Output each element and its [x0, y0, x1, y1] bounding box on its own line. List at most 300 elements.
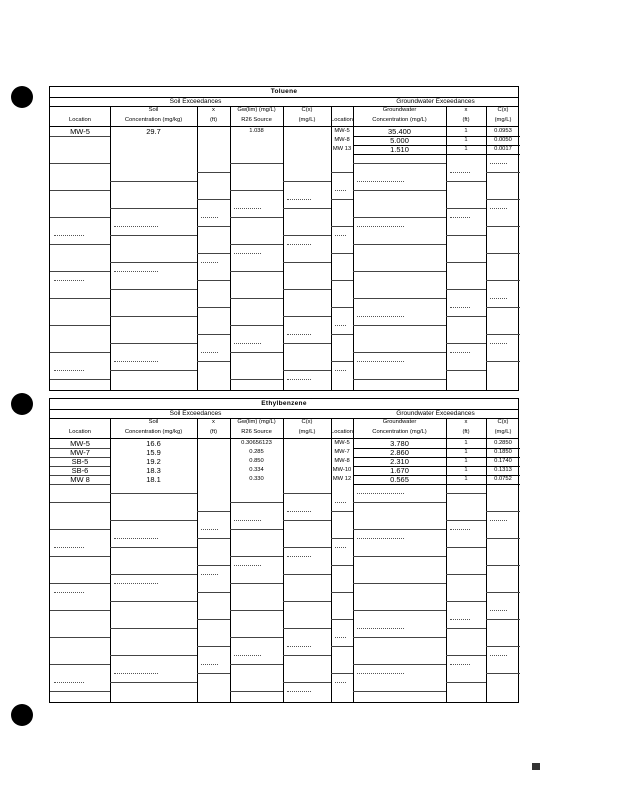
grid-rule [353, 556, 446, 557]
grid-rule [353, 664, 446, 665]
grid-rule-faint [201, 262, 218, 263]
grid-rule [283, 262, 331, 263]
grid-rule [230, 325, 283, 326]
grid-rule [50, 379, 110, 380]
grid-rule [283, 547, 331, 548]
grid-rule [331, 334, 353, 335]
grid-rule [110, 181, 197, 182]
grid-rule [486, 334, 520, 335]
grid-rule [331, 226, 353, 227]
soil-concentration-cell: 18.3 [146, 466, 161, 475]
gw-distance-cell: 1 [464, 458, 468, 464]
column-header-sub: (mg/L) [298, 429, 316, 435]
column-header: Gw(lim) (mg/L) [237, 419, 276, 425]
grid-rule-faint [114, 673, 158, 674]
grid-rule-faint [234, 253, 261, 254]
grid-rule [353, 352, 446, 353]
grid-rule [446, 181, 486, 182]
grid-rule [331, 673, 353, 674]
grid-rule-faint [490, 163, 507, 164]
gw-concentration-cell: 1.670 [390, 466, 409, 475]
grid-rule-faint [54, 370, 84, 371]
grid-rule [230, 217, 283, 218]
grid-rule-faint [450, 619, 470, 620]
grid-rule-faint [490, 655, 507, 656]
column-header-sub: Concentration (mg/L) [372, 429, 427, 435]
gw-location-cell: MW-5 [334, 440, 350, 446]
grid-rule-faint [450, 529, 470, 530]
grid-rule [230, 190, 283, 191]
column-header: C(x) [497, 419, 509, 425]
grid-rule [353, 610, 446, 611]
grid-rule [283, 235, 331, 236]
gw-location-cell: MW 13 [332, 146, 352, 152]
table-title: Ethylbenzene [261, 400, 307, 407]
grid-rule [446, 547, 486, 548]
column-header-sub: (mg/L) [494, 117, 512, 123]
grid-rule [446, 262, 486, 263]
soil-location-cell: SB-6 [71, 466, 89, 475]
grid-rule-faint [335, 682, 346, 683]
grid-rule [331, 307, 353, 308]
grid-rule [283, 655, 331, 656]
column-header-sub: (ft) [209, 117, 218, 123]
gw-cx-cell: 0.1740 [494, 458, 512, 464]
grid-rule-faint [287, 511, 311, 512]
binder-hole-top [11, 86, 33, 108]
column-header-sub: R26 Source [241, 429, 272, 435]
gw-concentration-cell: 3.780 [390, 439, 409, 448]
gw-cx-cell: 0.0017 [494, 146, 512, 152]
grid-rule [283, 316, 331, 317]
grid-rule-faint [287, 556, 311, 557]
gw-cx-cell: 0.0953 [494, 128, 512, 134]
grid-rule-faint [201, 664, 218, 665]
grid-rule [230, 529, 283, 530]
grid-rule-faint [450, 307, 470, 308]
section-rule [50, 106, 518, 107]
grid-rule-faint [234, 565, 261, 566]
grid-rule-faint [490, 298, 507, 299]
grid-rule [197, 619, 230, 620]
gw-concentration-cell: 35.400 [388, 127, 411, 136]
grid-rule [353, 637, 446, 638]
row-rule [353, 484, 520, 485]
grid-rule-faint [450, 664, 470, 665]
grid-rule [230, 502, 283, 503]
grid-rule [50, 352, 110, 353]
column-header-soil-location: Location [69, 117, 91, 123]
gw-distance-cell: 1 [464, 476, 468, 482]
column-header-sub: Concentration (mg/kg) [124, 429, 183, 435]
row-rule [353, 154, 520, 155]
grid-rule [331, 172, 353, 173]
section-rule [50, 418, 518, 419]
grid-rule [446, 655, 486, 656]
grid-rule [486, 253, 520, 254]
grid-rule-faint [490, 208, 507, 209]
grid-rule-faint [114, 538, 158, 539]
grid-rule-faint [234, 520, 261, 521]
grid-rule [486, 199, 520, 200]
column-header: x [212, 107, 215, 113]
grid-rule-faint [490, 610, 507, 611]
table-title: Toluene [270, 88, 298, 95]
grid-rule-faint [490, 520, 507, 521]
binder-hole-middle [11, 393, 33, 415]
grid-rule [50, 691, 110, 692]
gw-location-cell: MW-7 [334, 449, 350, 455]
grid-rule [110, 262, 197, 263]
soil-concentration-cell: 29.7 [146, 127, 161, 136]
grid-rule-faint [335, 637, 346, 638]
grid-rule [331, 361, 353, 362]
grid-rule [486, 646, 520, 647]
gw-limit-cell: 1.038 [249, 128, 264, 134]
grid-rule [353, 190, 446, 191]
grid-rule [353, 583, 446, 584]
grid-rule-faint [54, 235, 84, 236]
gw-location-cell: MW 12 [332, 476, 352, 482]
grid-rule [197, 199, 230, 200]
column-header: C(x) [301, 107, 313, 113]
grid-rule [446, 343, 486, 344]
grid-rule [230, 691, 283, 692]
gw-concentration-cell: 0.565 [390, 475, 409, 484]
grid-rule-faint [490, 343, 507, 344]
grid-rule [110, 493, 197, 494]
grid-rule [110, 235, 197, 236]
column-header-sub: Concentration (mg/kg) [124, 117, 183, 123]
grid-rule [50, 529, 110, 530]
grid-rule [446, 316, 486, 317]
grid-rule [50, 502, 110, 503]
grid-rule [50, 163, 110, 164]
column-header: Groundwater [382, 107, 417, 113]
grid-rule [486, 280, 520, 281]
grid-rule [353, 691, 446, 692]
grid-rule [486, 361, 520, 362]
grid-rule [230, 664, 283, 665]
grid-rule [446, 289, 486, 290]
grid-rule [50, 298, 110, 299]
ethylbenzene-table [49, 398, 519, 703]
grid-rule [353, 244, 446, 245]
grid-rule [197, 592, 230, 593]
column-divider [110, 106, 111, 390]
grid-rule-faint [357, 628, 404, 629]
grid-rule-faint [201, 574, 218, 575]
gw-distance-cell: 1 [464, 137, 468, 143]
grid-rule [110, 520, 197, 521]
grid-rule [50, 190, 110, 191]
grid-rule [230, 163, 283, 164]
grid-rule [110, 343, 197, 344]
column-divider [197, 106, 198, 390]
soil-concentration-cell: 16.6 [146, 439, 161, 448]
grid-rule [283, 601, 331, 602]
grid-rule [50, 637, 110, 638]
grid-rule [283, 289, 331, 290]
row-underline [50, 484, 110, 485]
soil-location-cell: MW-5 [70, 439, 90, 448]
grid-rule [283, 370, 331, 371]
grid-rule [486, 619, 520, 620]
column-header: Gw(lim) (mg/L) [237, 107, 276, 113]
column-header: C(x) [301, 419, 313, 425]
column-header: x [464, 107, 468, 113]
grid-rule-faint [54, 682, 84, 683]
grid-rule [283, 343, 331, 344]
grid-rule [283, 493, 331, 494]
grid-rule-faint [234, 655, 261, 656]
column-header: x [464, 419, 468, 425]
soil-concentration-cell: 15.9 [146, 448, 161, 457]
soil-concentration-cell: 19.2 [146, 457, 161, 466]
grid-rule-faint [357, 673, 404, 674]
grid-rule [197, 565, 230, 566]
gw-limit-cell: 0.30656123 [241, 440, 272, 446]
grid-rule [446, 574, 486, 575]
gw-concentration-cell: 2.860 [390, 448, 409, 457]
column-header: C(x) [497, 107, 509, 113]
gw-location-cell: MW-8 [334, 137, 350, 143]
grid-rule [486, 592, 520, 593]
soil-location-cell: MW 8 [70, 475, 90, 484]
grid-rule [50, 217, 110, 218]
grid-rule [331, 619, 353, 620]
soil-location-cell: SB-5 [71, 457, 89, 466]
grid-rule [331, 538, 353, 539]
grid-rule [486, 673, 520, 674]
grid-rule [230, 637, 283, 638]
gw-location-cell: MW-10 [332, 467, 352, 473]
gw-distance-cell: 1 [464, 128, 468, 134]
grid-rule-faint [114, 226, 158, 227]
grid-rule-faint [335, 547, 346, 548]
grid-rule [110, 289, 197, 290]
column-header: Soil [148, 419, 159, 425]
grid-rule-faint [201, 529, 218, 530]
grid-rule [353, 217, 446, 218]
grid-rule [197, 361, 230, 362]
gw-cx-cell: 0.1850 [494, 449, 512, 455]
grid-rule [446, 208, 486, 209]
grid-rule [486, 226, 520, 227]
grid-rule-faint [287, 691, 311, 692]
grid-rule [353, 502, 446, 503]
grid-rule-faint [335, 235, 346, 236]
grid-rule-faint [450, 172, 470, 173]
gw-cx-cell: 0.1313 [494, 467, 512, 473]
grid-rule-faint [201, 352, 218, 353]
gw-limit-cell: 0.334 [249, 467, 264, 473]
column-divider [283, 418, 284, 702]
gw-distance-cell: 1 [464, 467, 468, 473]
grid-rule [110, 208, 197, 209]
gw-concentration-cell: 1.510 [390, 145, 409, 154]
grid-rule [197, 307, 230, 308]
grid-rule [331, 592, 353, 593]
grid-rule-faint [234, 343, 261, 344]
grid-rule [486, 565, 520, 566]
grid-rule [230, 352, 283, 353]
column-header-sub: (ft) [462, 429, 470, 435]
grid-rule [110, 682, 197, 683]
grid-rule-faint [114, 583, 158, 584]
grid-rule [50, 271, 110, 272]
grid-rule [486, 511, 520, 512]
grid-rule [331, 511, 353, 512]
grid-rule [110, 628, 197, 629]
grid-rule-faint [357, 493, 404, 494]
column-header-gw-location: Location [331, 117, 353, 123]
grid-rule [197, 334, 230, 335]
grid-rule [331, 565, 353, 566]
grid-rule-faint [114, 271, 158, 272]
column-divider [197, 418, 198, 702]
column-header: x [212, 419, 215, 425]
gw-limit-cell: 0.330 [249, 476, 264, 482]
grid-rule-faint [450, 217, 470, 218]
groundwater-exceedances-header: Groundwater Exceedances [396, 98, 475, 105]
grid-rule-faint [287, 646, 311, 647]
grid-rule [50, 244, 110, 245]
grid-rule [50, 556, 110, 557]
grid-rule [353, 163, 446, 164]
gw-limit-cell: 0.285 [249, 449, 264, 455]
grid-rule [353, 298, 446, 299]
grid-rule [230, 556, 283, 557]
grid-rule-faint [335, 190, 346, 191]
grid-rule [197, 673, 230, 674]
column-header-gw-location: Location [331, 429, 353, 435]
grid-rule [230, 244, 283, 245]
grid-rule-faint [357, 181, 404, 182]
grid-rule [446, 520, 486, 521]
gw-distance-cell: 1 [464, 146, 468, 152]
grid-rule [197, 253, 230, 254]
column-header-sub: Concentration (mg/L) [372, 117, 427, 123]
header-rule [50, 438, 518, 439]
grid-rule [446, 628, 486, 629]
grid-rule [446, 601, 486, 602]
grid-rule [110, 655, 197, 656]
grid-rule [110, 547, 197, 548]
groundwater-exceedances-header: Groundwater Exceedances [396, 410, 475, 417]
grid-rule [110, 370, 197, 371]
gw-location-cell: MW-8 [334, 458, 350, 464]
grid-rule-faint [54, 592, 84, 593]
grid-rule [353, 271, 446, 272]
grid-rule [197, 226, 230, 227]
grid-rule [230, 583, 283, 584]
grid-rule-faint [287, 379, 311, 380]
grid-rule [486, 172, 520, 173]
gw-distance-cell: 1 [464, 440, 468, 446]
grid-rule [353, 379, 446, 380]
row-underline [50, 136, 110, 137]
grid-rule [197, 172, 230, 173]
grid-rule-faint [335, 502, 346, 503]
column-header-sub: (ft) [462, 117, 470, 123]
grid-rule [230, 298, 283, 299]
column-header-sub: (mg/L) [494, 429, 512, 435]
grid-rule-faint [201, 217, 218, 218]
grid-rule-faint [357, 538, 404, 539]
gw-location-cell: MW-5 [334, 128, 350, 134]
grid-rule [283, 682, 331, 683]
grid-rule-faint [335, 325, 346, 326]
grid-rule [446, 370, 486, 371]
gw-cx-cell: 0.2850 [494, 440, 512, 446]
gw-concentration-cell: 5.000 [390, 136, 409, 145]
grid-rule-faint [335, 370, 346, 371]
grid-rule [283, 208, 331, 209]
grid-rule [50, 664, 110, 665]
soil-exceedances-header: Soil Exceedances [169, 98, 222, 105]
toluene-table [49, 86, 519, 391]
soil-concentration-cell: 18.1 [146, 475, 161, 484]
column-header-sub: (ft) [209, 429, 218, 435]
column-divider [230, 106, 231, 390]
grid-rule [197, 538, 230, 539]
grid-rule [197, 646, 230, 647]
grid-rule-faint [357, 361, 404, 362]
grid-rule [446, 682, 486, 683]
grid-rule [110, 316, 197, 317]
grid-rule [331, 646, 353, 647]
column-divider [283, 106, 284, 390]
column-header-sub: R26 Source [241, 117, 272, 123]
grid-rule [353, 529, 446, 530]
gw-concentration-cell: 2.310 [390, 457, 409, 466]
grid-rule-faint [54, 280, 84, 281]
gw-cx-cell: 0.0752 [494, 476, 512, 482]
grid-rule [50, 610, 110, 611]
grid-rule [50, 583, 110, 584]
gw-limit-cell: 0.850 [249, 458, 264, 464]
column-header: Soil [148, 107, 159, 113]
grid-rule [283, 181, 331, 182]
grid-rule [110, 574, 197, 575]
binder-hole-bottom [11, 704, 33, 726]
grid-rule-faint [450, 352, 470, 353]
gw-cx-cell: 0.0050 [494, 137, 512, 143]
grid-rule [197, 280, 230, 281]
soil-location-cell: MW-5 [70, 127, 90, 136]
gw-distance-cell: 1 [464, 449, 468, 455]
grid-rule [283, 574, 331, 575]
soil-location-cell: MW-7 [70, 448, 90, 457]
grid-rule-faint [54, 547, 84, 548]
column-header-soil-location: Location [69, 429, 91, 435]
grid-rule [353, 325, 446, 326]
grid-rule-faint [287, 199, 311, 200]
column-header-sub: (mg/L) [298, 117, 316, 123]
grid-rule [331, 280, 353, 281]
grid-rule [486, 538, 520, 539]
grid-rule-faint [234, 208, 261, 209]
grid-rule [283, 628, 331, 629]
soil-exceedances-header: Soil Exceedances [169, 410, 222, 417]
corner-stamp-icon [532, 763, 540, 770]
grid-rule [50, 325, 110, 326]
grid-rule [230, 271, 283, 272]
grid-rule-faint [357, 226, 404, 227]
grid-rule [446, 235, 486, 236]
column-header: Groundwater [382, 419, 417, 425]
